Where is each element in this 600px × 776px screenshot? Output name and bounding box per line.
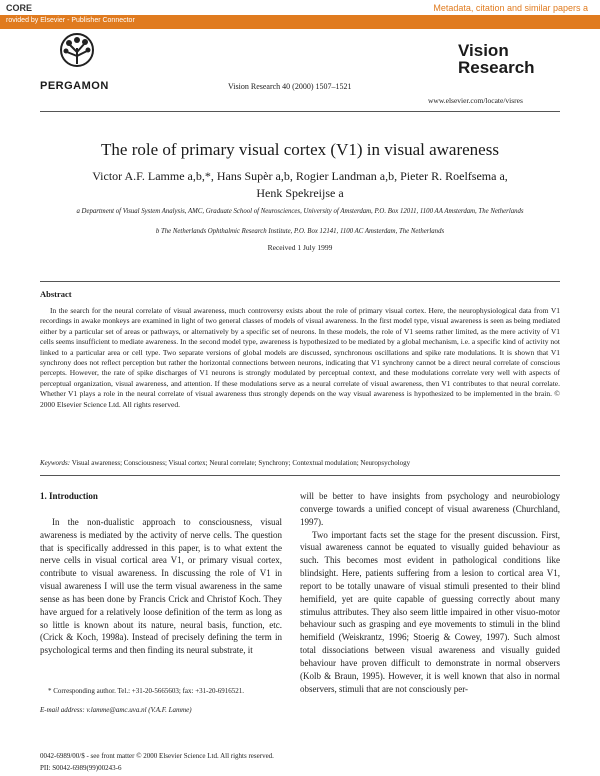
intro-paragraph-2: Two important facts set the stage for the present discussion. First, visual awareness cannot be equated to visually guided behaviour as such. This becomes most evident in pathological conditions like blindsight. Here, patients suffering from a lesion to cortical area V1, report to be totally unaware of visual stimuli presented to their blind hemifield, yet are quite capable of guessing correctly about many stimulus attributes. They also seem little impaired in other visuo-motor behaviour such as grasping and eye movements to stimuli in the blind hemifield (Weiskrantz, 1996; Stoerig & Cowey, 1997). Such almost total dissociations between visual awareness and visually guided behaviour have proven difficult to demonstrate in normal observers (Kolb & Braun, 1995). However, it is well known that also in normal observers, stimuli that are not consciously per-	[300, 529, 560, 694]
authors-line-2: Henk Spekreijse a	[256, 186, 344, 200]
header-rule	[40, 111, 560, 112]
journal-title	[458, 42, 535, 76]
keywords-label: Keywords:	[40, 459, 71, 467]
journal-title-line1: Vision	[458, 41, 509, 60]
authors-line-1: Victor A.F. Lamme a,b,*, Hans Supèr a,b, Rogier Landman a,b, Pieter R. Roelfsema a,	[92, 169, 508, 183]
core-metadata-link[interactable]: Metadata, citation and similar papers a	[433, 3, 588, 13]
article-title: The role of primary visual cortex (V1) in visual awareness	[101, 140, 499, 159]
journal-citation: Vision Research 40 (2000) 1507–1521	[228, 82, 352, 91]
right-column	[300, 490, 560, 696]
core-provided-by[interactable]: rovided by Elsevier - Publisher Connector	[6, 17, 135, 24]
keywords-list: Visual awareness; Consciousness; Visual cortex; Neural correlate; Synchrony; Contextual modulation; Neuropsychology	[71, 459, 411, 467]
copyright-line: 0042-6989/00/$ - see front matter © 2000 Elsevier Science Ltd. All rights reserved.	[40, 752, 274, 760]
elsevier-tree-logo	[55, 30, 99, 72]
keywords	[40, 459, 560, 467]
abstract-text: In the search for the neural correlate of visual awareness, much controversy exists about the role of primary visual cortex. Here, the neurophysiological data from V1 recordings in awake monkeys are examined in light of two general classes of models of visual awareness. In the first model type, visual awareness is seen as being mediated either by a particular set of areas or pathways, or alternatively by a specific set of neurons. In these models, the role of V1 seems rather limited, as the mere activity of V1 cells seems insufficient to mediate awareness. In the second model type, awareness is hypothesized to be mediated by a global mechanism, i.e. a specific kind of activity not linked to a particular area or cell type. Two separate versions of global models are discussed, synchronous oscillations and spike rate modulations. It is shown that V1 synchrony does not reflect perception but rather the horizontal connections between neurons, indicating that V1 synchrony cannot be a direct neural correlate of conscious percepts. However, the rate of spike discharges of V1 neurons is strongly modulated by perceptual context, and these modulations correlate very well with aspects of perceptual organization, visual awareness, and attention. If these modulations serve as a neural correlate of visual awareness, then V1 contributes to that neural correlate. Whether V1 plays a role in the neural correlate of visual awareness thus strongly depends on the way visual awareness is hypothesized to be implemented in the brain. © 2000 Elsevier Science Ltd. All rights reserved.	[40, 306, 560, 409]
intro-paragraph-1: In the non-dualistic approach to consciousness, visual awareness is mediated by the activity of nerve cells. The question that is specifically addressed in this paper, is to what extent the nerve cells in visual cortical area V1, or primary visual cortex, contribute to visual awareness. In discussing the role of V1 in visual awareness I will use the term visual awareness in the same sense as has been done by Francis Crick and Christof Koch. They have argued for a relatively loose definition of the term as long as so little is known about its nature, neural basis, function, etc. (Crick & Koch, 1998a). Instead of precisely defining the term in psychological terms and then finding its neural substrate, it	[40, 516, 282, 656]
email-footnote: E-mail address: v.lamme@amc.uva.nl (V.A.F. Lamme)	[40, 706, 192, 714]
pii-line: PII: S0042-6989(99)00243-6	[40, 764, 122, 772]
abstract-heading: Abstract	[40, 289, 72, 299]
intro-paragraph-1-continued: will be better to have insights from psychology and neurobiology converge towards a unified concept of visual awareness (Churchland, 1997).	[300, 491, 560, 527]
publisher-name: PERGAMON	[40, 80, 109, 92]
author-list	[40, 168, 560, 202]
received-date: Received 1 July 1999	[267, 243, 333, 252]
core-logo[interactable]: CORE	[6, 3, 33, 13]
section-heading-introduction: 1. Introduction	[40, 491, 98, 501]
journal-title-line2: Research	[458, 58, 535, 77]
abstract-top-rule	[40, 281, 560, 282]
abstract-bottom-rule	[40, 475, 560, 476]
journal-url[interactable]: www.elsevier.com/locate/visres	[428, 96, 523, 105]
left-column	[40, 490, 282, 657]
affiliation-a: a Department of Visual System Analysis, AMC, Graduate School of Neurosciences, University of Amsterdam, P.O. Box 12011, 1100 AA Amsterdam, The Netherlands	[76, 208, 524, 215]
corresponding-author-footnote: * Corresponding author. Tel.: +31-20-5665603; fax: +31-20-6916521.	[48, 687, 245, 695]
affiliation-b: b The Netherlands Ophthalmic Research Institute, P.O. Box 12141, 1100 AC Amsterdam, The Netherlands	[155, 228, 445, 235]
